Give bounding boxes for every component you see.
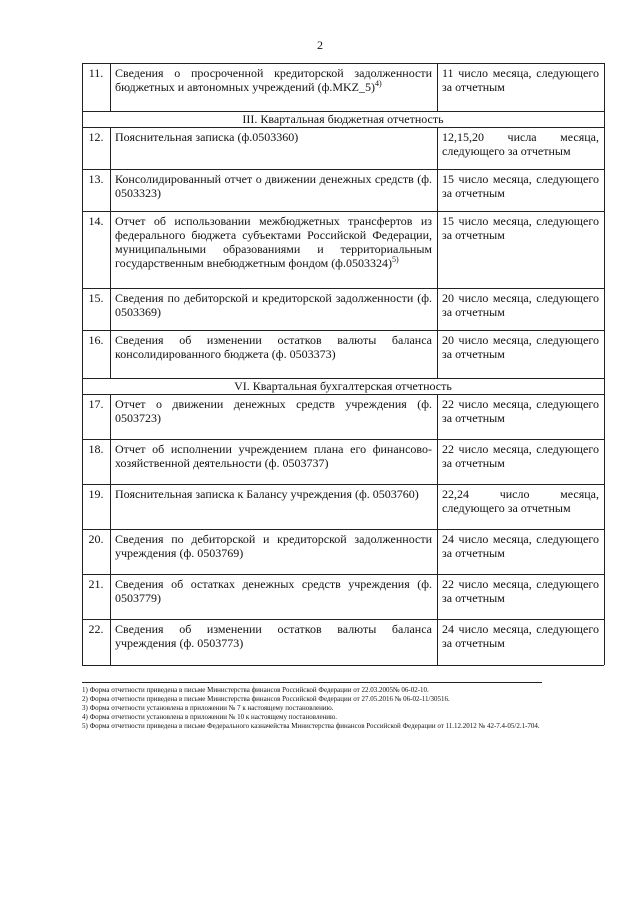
table-column-border [110, 211, 111, 288]
row-number: 21. [88, 577, 104, 591]
row-number: 16. [88, 333, 104, 347]
table-column-border [110, 619, 111, 665]
table-row-border [82, 288, 604, 289]
report-form-name [115, 333, 432, 361]
table-column-border [110, 169, 111, 211]
submission-deadline: 15 число месяца, следующего за отчетным [442, 214, 599, 242]
report-form-name [115, 622, 432, 650]
report-form-name-text: Сведения о просроченной кредиторской задолженности бюджетных и автономных учреждений (ф.MKZ_5) [115, 66, 432, 94]
table-column-border [437, 439, 438, 484]
report-form-name [115, 397, 432, 425]
row-number: 20. [88, 532, 104, 546]
report-form-name-text: Сведения об изменении остатков валюты баланса консолидированного бюджета (ф. 0503373) [115, 333, 432, 361]
row-number: 11. [88, 66, 104, 80]
report-form-name [115, 66, 432, 94]
submission-deadline: 22 число месяца, следующего за отчетным [442, 397, 599, 425]
table-row-border [82, 211, 604, 212]
table-column-border [82, 63, 83, 665]
submission-deadline: 11 число месяца, следующего за отчетным [442, 66, 599, 94]
report-form-name-text: Отчет об использовании межбюджетных трансфертов из федерального бюджета субъектами Российской Федерации, муниципальными образованиями и территориальным государственным внебюджетным фондом (ф.0503324) [115, 214, 432, 270]
footnote-item: 2) Форма отчетности приведена в письме Министерства финансов Российской Федерации от 27.05.2016 № 06-02-11/30516. [82, 695, 450, 703]
report-form-name-text: Консолидированный отчет о движении денежных средств (ф. 0503323) [115, 172, 432, 200]
table-column-border [437, 330, 438, 378]
table-row-border [82, 574, 604, 575]
table-row-border [82, 439, 604, 440]
report-form-name-text: Сведения об изменении остатков валюты баланса учреждения (ф. 0503773) [115, 622, 432, 650]
report-form-name [115, 172, 432, 200]
submission-deadline: 24 число месяца, следующего за отчетным [442, 622, 599, 650]
table-column-border [437, 211, 438, 288]
report-form-name [115, 577, 432, 605]
report-form-name [115, 291, 432, 319]
report-form-name-text: Отчет о движении денежных средств учреждения (ф. 0503723) [115, 397, 432, 425]
table-row-border [82, 330, 604, 331]
submission-deadline: 20 число месяца, следующего за отчетным [442, 333, 599, 361]
row-number: 19. [88, 487, 104, 501]
report-form-name [115, 442, 432, 470]
report-form-name-text: Пояснительная записка к Балансу учреждения (ф. 0503760) [115, 487, 419, 501]
submission-deadline: 24 число месяца, следующего за отчетным [442, 532, 599, 560]
table-column-border [110, 394, 111, 439]
report-form-name-text: Сведения по дебиторской и кредиторской задолженности (ф. 0503369) [115, 291, 432, 319]
table-column-border [437, 484, 438, 529]
report-form-name [115, 130, 432, 144]
submission-deadline: 22,24 число месяца, следующего за отчетным [442, 487, 599, 515]
table-row-border [82, 63, 604, 64]
footnote-item: 3) Форма отчетности установлена в приложении № 7 к настоящему постановлению. [82, 704, 334, 712]
table-column-border [110, 63, 111, 111]
table-row-border [82, 394, 604, 395]
footnote-divider [82, 682, 542, 683]
table-column-border [437, 574, 438, 619]
table-column-border [110, 439, 111, 484]
row-number: 14. [88, 214, 104, 228]
table-row-border [82, 529, 604, 530]
table-column-border [437, 529, 438, 574]
table-column-border [110, 574, 111, 619]
table-column-border [110, 529, 111, 574]
submission-deadline: 12,15,20 числа месяца, следующего за отчетным [442, 130, 599, 158]
table-column-border [437, 394, 438, 439]
table-column-border [437, 288, 438, 330]
footnote-item: 1) Форма отчетности приведена в письме Министерства финансов Российской Федерации от 22.03.2005№ 06-02-10. [82, 686, 429, 694]
row-number: 22. [88, 622, 104, 636]
submission-deadline: 22 число месяца, следующего за отчетным [442, 442, 599, 470]
page-number: 2 [317, 38, 323, 52]
footnote-reference: 5) [391, 255, 399, 264]
row-number: 15. [88, 291, 104, 305]
row-number: 17. [88, 397, 104, 411]
table-column-border [437, 127, 438, 169]
table-column-border [604, 63, 605, 665]
row-number: 12. [88, 130, 104, 144]
report-form-name-text: Сведения по дебиторской и кредиторской задолженности учреждения (ф. 0503769) [115, 532, 432, 560]
report-form-name-text: Сведения об остатках денежных средств учреждения (ф. 0503779) [115, 577, 432, 605]
table-column-border [110, 288, 111, 330]
submission-deadline: 20 число месяца, следующего за отчетным [442, 291, 599, 319]
table-column-border [437, 619, 438, 665]
row-number: 13. [88, 172, 104, 186]
table-row-border [82, 169, 604, 170]
table-row-border [82, 619, 604, 620]
table-row-border [82, 484, 604, 485]
table-column-border [110, 484, 111, 529]
row-number: 18. [88, 442, 104, 456]
report-form-name-text: Отчет об исполнении учреждением плана его финансово-хозяйственной деятельности (ф. 0503737) [115, 442, 432, 470]
section-heading: III. Квартальная бюджетная отчетность [242, 112, 444, 126]
table-column-border [437, 169, 438, 211]
report-form-name [115, 487, 432, 501]
submission-deadline: 22 число месяца, следующего за отчетным [442, 577, 599, 605]
submission-deadline: 15 число месяца, следующего за отчетным [442, 172, 599, 200]
report-form-name [115, 214, 432, 270]
footnotes [82, 686, 604, 731]
report-form-name-text: Пояснительная записка (ф.0503360) [115, 130, 299, 144]
table-row-border [82, 127, 604, 128]
footnote-reference: 4) [375, 79, 382, 88]
table-column-border [437, 63, 438, 111]
reporting-table [82, 63, 604, 665]
table-column-border [110, 127, 111, 169]
section-heading: VI. Квартальная бухгалтерская отчетность [234, 379, 452, 393]
report-form-name [115, 532, 432, 560]
footnote-item: 5) Форма отчетности приведена в письме Федерального казначейства Министерства финансов Российской Федерации от 11.12.2012 № 42-7.4-05/2.1-704. [82, 722, 540, 730]
footnote-item: 4) Форма отчетности установлена в приложении № 10 к настоящему постановлению. [82, 713, 338, 721]
table-row-border [82, 665, 604, 666]
table-column-border [110, 330, 111, 378]
